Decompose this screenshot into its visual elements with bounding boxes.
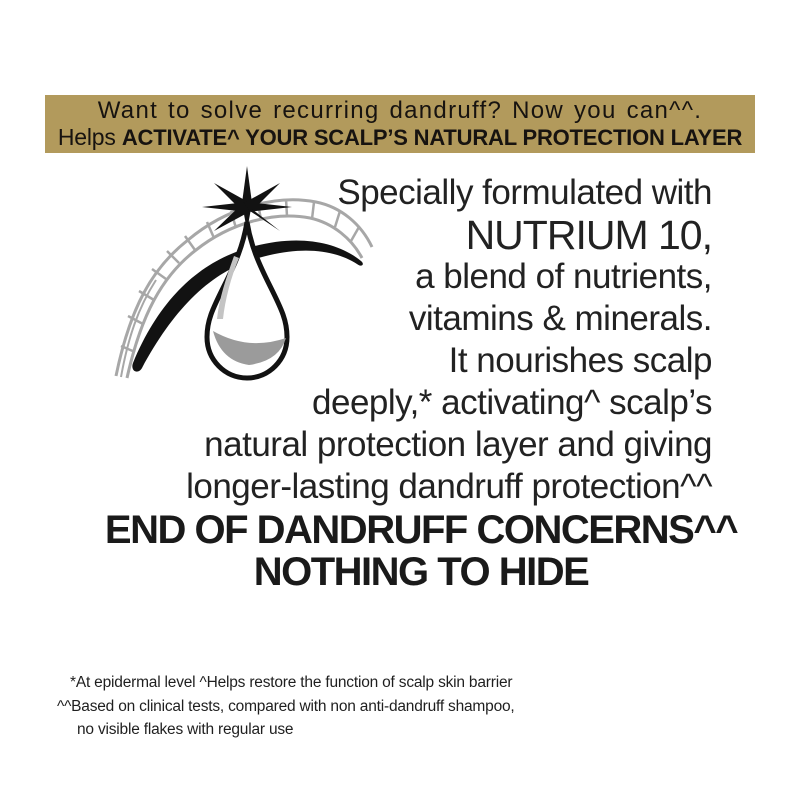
banner-subheadline	[58, 124, 742, 151]
body-copy	[90, 172, 712, 508]
copy-line-2-nutrium: NUTRIUM 10,	[465, 212, 712, 258]
headline-line-2: NOTHING TO HIDE	[253, 550, 589, 594]
copy-line-4: vitamins & minerals.	[408, 299, 712, 338]
banner-subheadline-caps: ACTIVATE^ YOUR SCALP’S NATURAL PROTECTION LAYER	[121, 125, 743, 150]
footnote-line-3: no visible flakes with regular use	[77, 721, 294, 738]
footnote-line-1: *At epidermal level ^Helps restore the function of scalp skin barrier	[70, 674, 513, 691]
copy-line-5: It nourishes scalp	[448, 341, 712, 380]
copy-line-1: Specially formulated with	[337, 173, 712, 212]
claim-banner	[45, 95, 755, 153]
copy-line-8: longer-lasting dandruff protection^^	[186, 467, 712, 506]
copy-line-7: natural protection layer and giving	[204, 425, 712, 464]
footnotes-block	[57, 671, 515, 742]
footnote-line-2: ^^Based on clinical tests, compared with non anti-dandruff shampoo,	[57, 697, 515, 715]
headline-block	[100, 509, 742, 593]
copy-line-6: deeply,* activating^ scalp’s	[312, 383, 712, 422]
banner-subheadline-prefix: Helps	[57, 124, 122, 150]
headline-line-1: END OF DANDRUFF CONCERNS^^	[104, 508, 738, 552]
copy-line-3: a blend of nutrients,	[415, 257, 712, 296]
banner-headline: Want to solve recurring dandruff? Now you can^^.	[97, 97, 703, 124]
